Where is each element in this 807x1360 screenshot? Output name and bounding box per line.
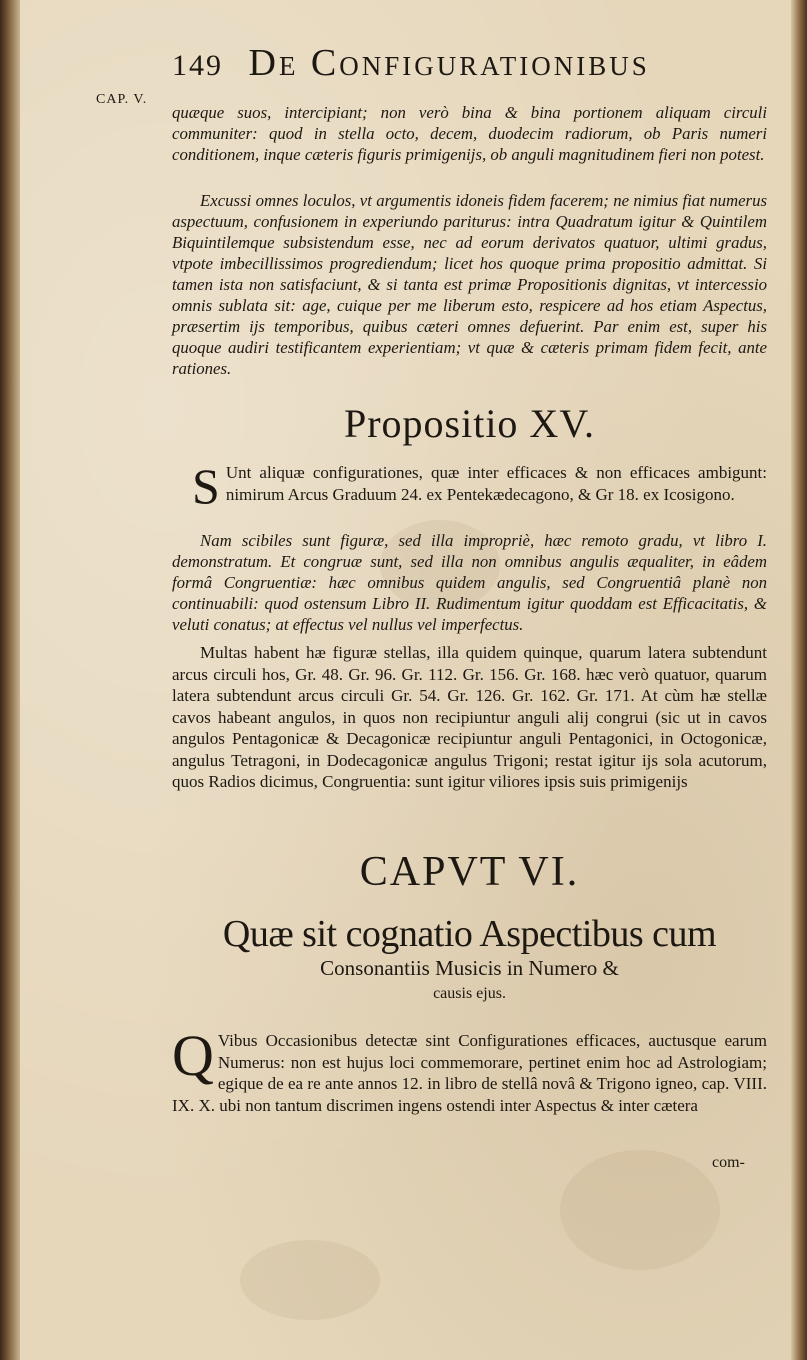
proposition-statement	[172, 458, 767, 514]
proposition-italic-paragraph: Nam scibiles sunt figuræ, sed illa impropriè, hæc remoto gradu, vt libro I. demonstratum. Et congruæ sunt, sed illa non omnibus angulis æqualiter, in eâdem formâ Congruentiæ: hæc omnibus quidem angulis, sed Congruentiâ planè non continuabili: quod ostensum Libro II. Rudimentum igitur quoddam est Efficacitatis, & veluti conatus; at effectus vel nullus vel imperfectus.	[172, 531, 767, 634]
dropcap-s: S	[192, 458, 220, 514]
proposition-statement-text: Unt aliquæ configurationes, quæ inter efficaces & non efficaces ambigunt: nimirum Arcus Graduum 24. ex Pentekædecagono, & Gr 18. ex Icosigono.	[225, 463, 767, 504]
running-head	[172, 40, 732, 89]
page-edge-right	[791, 0, 807, 1360]
proposition-heading: Propositio XV.	[343, 401, 596, 446]
chapter-title-line-2: Consonantiis Musicis in Numero &	[320, 956, 619, 980]
page-edge-left	[0, 0, 20, 1360]
chapter-title-line-3: causis ejus.	[433, 985, 506, 1002]
second-paragraph: Excussi omnes loculos, vt argumentis idoneis fidem facerem; ne nimius fiat numerus aspectuum, confusionem in experiundo pariturus: intra Quadratum igitur & Quintilem Biquintilemque subsistendum esse, nec ad eorum derivatos quatuor, ultimi gradus, vtpote imbecillissimos progrediendum; licet hos quoque prima propositio admittat. Si tamen ista non satisfaciunt, & si tanta est primæ Propositionis dignitas, vt intercessio omnis sublata sit: age, cuique per me liberum esto, respicere ad hos etiam Aspectus, præsertim ijs temporibus, quibus cæteri omnes defuerint. Par enim est, super his quoque audiri testificantem experientiam; vt quæ & cæteris primam fidem fecit, ante rationes.	[172, 191, 767, 378]
intro-paragraph: quæque suos, intercipiant; non verò bina & bina portionem aliquam circuli communiter: quod in stella octo, decem, duodecim radiorum, ob Paris numeri conditionem, inque cæteris figuris primigenijs, ob anguli magnitudinem fieri non potest.	[172, 103, 767, 164]
chapter-title-line-1: Quæ sit cognatio Aspectibus cum	[222, 913, 717, 955]
chapter-opening-text: Vibus Occasionibus detectæ sint Configurationes efficaces, auctusque earum Numerus: non est hujus loci commemorare, pertinet enim hoc ad Astrologiam; egique de ea re ante annos 12. in libro de stellâ novâ & Trigono igneo, cap. VIII. IX. X. ubi non tantum discrimen ingens ostendi inter Aspectus & inter cætera	[172, 1031, 767, 1115]
chapter-opening-paragraph	[172, 1023, 767, 1116]
running-title: De Configurationibus	[248, 42, 650, 84]
paper-stain	[240, 1240, 380, 1320]
chapter-margin-note: CAP. V.	[96, 92, 148, 107]
catchword: com-	[712, 1154, 745, 1171]
paper-stain	[560, 1150, 720, 1270]
page-number: 149	[172, 49, 223, 82]
dropcap-q: Q	[172, 1023, 214, 1088]
proposition-roman-paragraph: Multas habent hæ figuræ stellas, illa quidem quinque, quarum latera subtendunt arcus circuli hos, Gr. 48. Gr. 96. Gr. 112. Gr. 156. Gr. 168. hæc verò quatuor, quarum latera subtendunt arcus circuli Gr. 54. Gr. 126. Gr. 162. Gr. 171. At cùm hæ stellæ cavos habeant angulos, in quos non recipiuntur anguli alij congrui (sic ut in cavos angulos Pentagonicæ & Decagonicæ recipiuntur anguli Pentagonici, in Octogonicæ, angulus Tetragoni, in Dodecagonicæ angulus Trigoni; restat igitur ijs sola acutorum, quos Radios dicimus, Congruentia: sunt igitur viliores ipsis suis primigenijs	[172, 643, 767, 791]
chapter-heading: CAPVT VI.	[359, 849, 580, 895]
